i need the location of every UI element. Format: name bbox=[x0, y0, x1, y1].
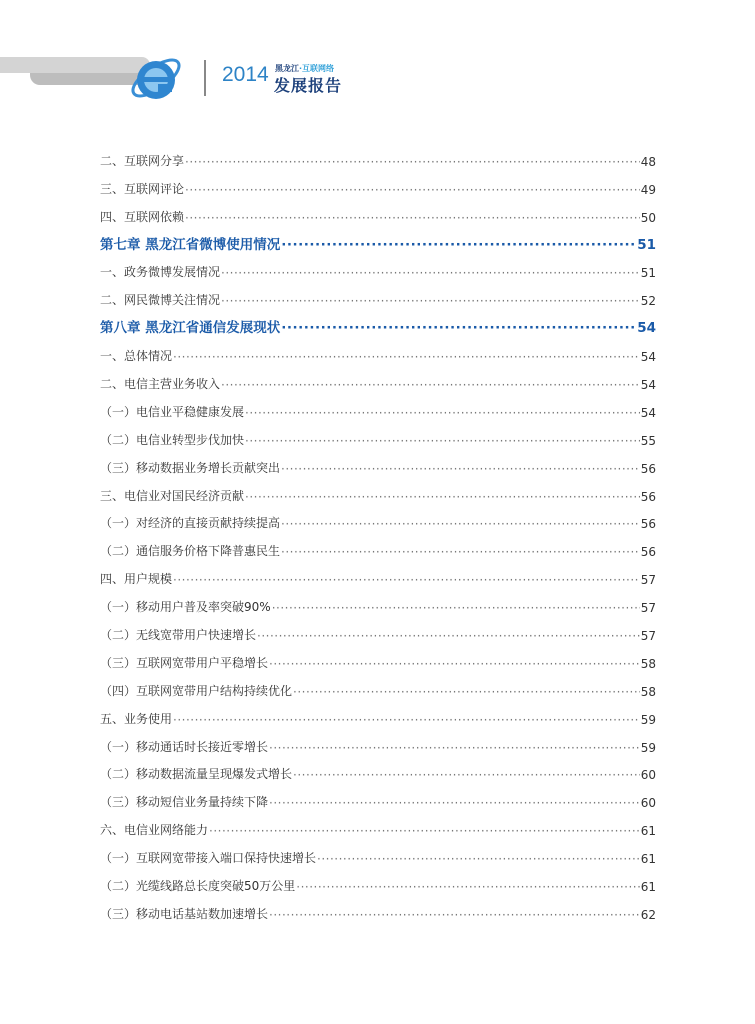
toc-leader-dots bbox=[281, 462, 640, 476]
toc-entry[interactable] bbox=[100, 197, 656, 225]
toc-entry[interactable] bbox=[100, 615, 656, 643]
toc-entry-title: （三）移动电话基站数加速增长 bbox=[100, 906, 269, 921]
toc-leader-dots bbox=[173, 350, 640, 364]
toc-entry-title: 六、电信业网络能力 bbox=[100, 823, 209, 838]
toc-entry[interactable] bbox=[100, 448, 656, 476]
toc-page-number: 60 bbox=[640, 796, 656, 811]
toc-entry-title: （一）电信业平稳健康发展 bbox=[100, 404, 245, 419]
toc-page-number: 62 bbox=[640, 907, 656, 922]
toc-leader-dots bbox=[296, 880, 639, 894]
toc-entry[interactable] bbox=[100, 894, 656, 922]
e-logo-icon bbox=[128, 48, 184, 106]
toc-page-number: 54 bbox=[640, 350, 656, 365]
toc-leader-dots bbox=[281, 517, 640, 531]
toc-entry[interactable] bbox=[100, 810, 656, 838]
toc-entry-title: 二、网民微博关注情况 bbox=[100, 293, 221, 308]
toc-page-number: 56 bbox=[640, 489, 656, 504]
toc-page-number: 51 bbox=[637, 236, 656, 253]
toc-entry[interactable] bbox=[100, 643, 656, 671]
toc-leader-dots bbox=[269, 741, 640, 755]
toc-page-number: 60 bbox=[640, 768, 656, 783]
toc-entry-title: （一）对经济的直接贡献持续提高 bbox=[100, 516, 281, 531]
toc-leader-dots bbox=[317, 852, 640, 866]
toc-leader-dots bbox=[293, 768, 640, 782]
toc-page-number: 55 bbox=[640, 433, 656, 448]
toc-entry-title: （二）电信业转型步伐加快 bbox=[100, 432, 245, 447]
toc-leader-dots bbox=[185, 211, 640, 225]
header-year: 2014 bbox=[222, 63, 269, 86]
toc-entry[interactable] bbox=[100, 782, 656, 810]
toc-entry[interactable] bbox=[100, 531, 656, 559]
toc-leader-dots bbox=[281, 545, 640, 559]
toc-entry-title: 第七章 黑龙江省微博使用情况 bbox=[100, 236, 281, 253]
toc-entry-title: （二）移动数据流量呈现爆发式增长 bbox=[100, 767, 293, 782]
header-divider bbox=[204, 60, 206, 96]
toc-leader-dots bbox=[245, 434, 640, 448]
toc-leader-dots bbox=[221, 266, 640, 280]
toc-page-number: 57 bbox=[640, 601, 656, 616]
toc-entry-title: （三）移动短信业务量持续下降 bbox=[100, 795, 269, 810]
toc-entry-title: （一）移动通话时长接近零增长 bbox=[100, 739, 269, 754]
toc-leader-dots bbox=[269, 908, 640, 922]
toc-page-number: 56 bbox=[640, 517, 656, 532]
toc-leader-dots bbox=[269, 657, 640, 671]
toc-entry[interactable] bbox=[100, 336, 656, 364]
toc-entry-title: （一）移动用户普及率突破90% bbox=[100, 600, 271, 615]
toc-page-number: 51 bbox=[640, 266, 656, 281]
toc-entry-title: 四、用户规模 bbox=[100, 572, 173, 587]
toc-leader-dots bbox=[272, 601, 640, 615]
toc-entry[interactable] bbox=[100, 169, 656, 197]
toc-entry-title: 第八章 黑龙江省通信发展现状 bbox=[100, 320, 281, 337]
toc-entry-title: （四）互联网宽带用户结构持续优化 bbox=[100, 683, 293, 698]
toc-entry-title: （三）互联网宽带用户平稳增长 bbox=[100, 655, 269, 670]
toc-entry[interactable] bbox=[100, 364, 656, 392]
toc-leader-dots bbox=[269, 796, 640, 810]
toc-chapter-entry[interactable] bbox=[100, 308, 656, 336]
toc-leader-dots bbox=[245, 406, 640, 420]
toc-leader-dots bbox=[185, 183, 640, 197]
toc-entry-title: 五、业务使用 bbox=[100, 711, 173, 726]
toc-entry[interactable] bbox=[100, 253, 656, 281]
toc-entry-title: （二）通信服务价格下降普惠民生 bbox=[100, 544, 281, 559]
toc-entry[interactable] bbox=[100, 755, 656, 783]
toc-entry[interactable] bbox=[100, 392, 656, 420]
toc-entry[interactable] bbox=[100, 671, 656, 699]
toc-leader-dots bbox=[173, 573, 640, 587]
toc-leader-dots bbox=[221, 294, 640, 308]
toc-entry-title: 一、政务微博发展情况 bbox=[100, 265, 221, 280]
header-subtitle-b: ·互联网络 bbox=[299, 64, 335, 73]
header-subtitle-a: 黑龙江 bbox=[275, 64, 299, 73]
toc-leader-dots bbox=[257, 629, 640, 643]
toc-entry[interactable] bbox=[100, 727, 656, 755]
toc-leader-dots bbox=[281, 237, 636, 253]
toc-page-number: 54 bbox=[637, 320, 656, 337]
toc-entry-title: 三、电信业对国民经济贡献 bbox=[100, 488, 245, 503]
toc-entry[interactable] bbox=[100, 280, 656, 308]
toc-entry[interactable] bbox=[100, 420, 656, 448]
toc-leader-dots bbox=[185, 155, 640, 169]
toc-page-number: 54 bbox=[640, 378, 656, 393]
toc-entry[interactable] bbox=[100, 699, 656, 727]
toc-page-number: 59 bbox=[640, 712, 656, 727]
toc-entry[interactable] bbox=[100, 559, 656, 587]
toc-leader-dots bbox=[293, 685, 640, 699]
toc-entry-title: 四、互联网依赖 bbox=[100, 209, 185, 224]
toc-leader-dots bbox=[281, 320, 636, 336]
toc-leader-dots bbox=[221, 378, 640, 392]
toc-page-number: 56 bbox=[640, 545, 656, 560]
toc-page-number: 58 bbox=[640, 684, 656, 699]
toc-chapter-entry[interactable] bbox=[100, 225, 656, 253]
toc-page-number: 49 bbox=[640, 182, 656, 197]
toc-entry[interactable] bbox=[100, 504, 656, 532]
toc-entry-title: 一、总体情况 bbox=[100, 349, 173, 364]
toc-entry[interactable] bbox=[100, 476, 656, 504]
toc-entry-title: 二、电信主营业务收入 bbox=[100, 377, 221, 392]
header-title: 发展报告 bbox=[274, 76, 343, 95]
toc-page-number: 61 bbox=[640, 880, 656, 895]
toc-page-number: 50 bbox=[640, 210, 656, 225]
toc-page-number: 57 bbox=[640, 629, 656, 644]
toc-entry-title: 二、互联网分享 bbox=[100, 153, 185, 168]
toc-entry-title: （二）光缆线路总长度突破50万公里 bbox=[100, 879, 296, 894]
toc-entry-title: （一）互联网宽带接入端口保持快速增长 bbox=[100, 851, 317, 866]
toc-entry-title: （三）移动数据业务增长贡献突出 bbox=[100, 460, 281, 475]
toc-page-number: 61 bbox=[640, 824, 656, 839]
toc-entry[interactable] bbox=[100, 866, 656, 894]
toc-entry-title: （二）无线宽带用户快速增长 bbox=[100, 628, 257, 643]
toc-entry-title: 三、互联网评论 bbox=[100, 181, 185, 196]
toc-page-number: 61 bbox=[640, 852, 656, 867]
table-of-contents bbox=[100, 141, 656, 922]
toc-page-number: 58 bbox=[640, 656, 656, 671]
toc-entry[interactable] bbox=[100, 587, 656, 615]
toc-page-number: 52 bbox=[640, 294, 656, 309]
toc-entry[interactable] bbox=[100, 838, 656, 866]
toc-page-number: 56 bbox=[640, 461, 656, 476]
toc-entry[interactable] bbox=[100, 141, 656, 169]
toc-page-number: 59 bbox=[640, 740, 656, 755]
toc-leader-dots bbox=[245, 490, 640, 504]
toc-page-number: 54 bbox=[640, 405, 656, 420]
toc-page-number: 57 bbox=[640, 573, 656, 588]
toc-leader-dots bbox=[173, 713, 640, 727]
toc-leader-dots bbox=[209, 824, 640, 838]
toc-page-number: 48 bbox=[640, 154, 656, 169]
